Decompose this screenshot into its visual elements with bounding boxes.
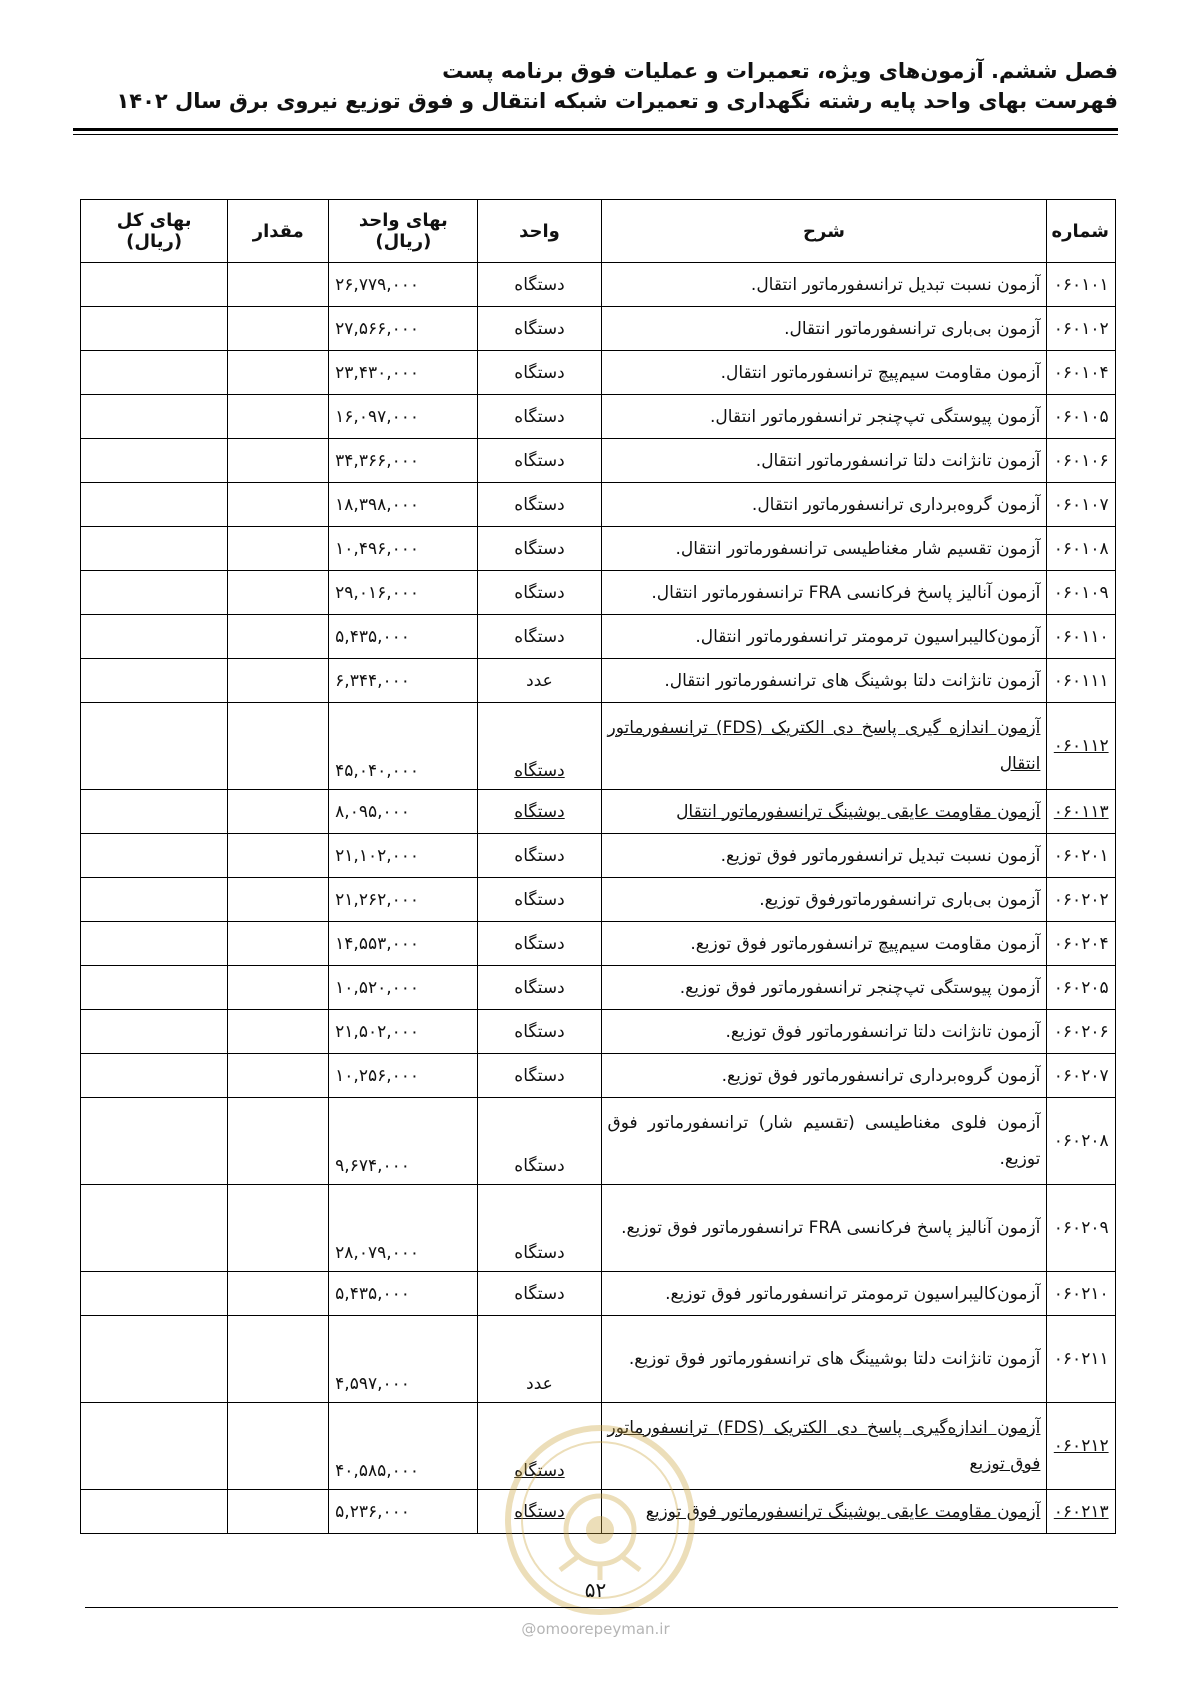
row-code: ۰۶۰۲۰۵: [1047, 966, 1116, 1010]
row-unit: دستگاه: [478, 395, 601, 439]
row-description: آزمون بی‌باری ترانسفورماتور انتقال.: [601, 307, 1047, 351]
row-unit: دستگاه: [478, 966, 601, 1010]
row-unit-price: ۵,۴۳۵,۰۰۰: [329, 1272, 478, 1316]
row-unit-price: ۱۰,۴۹۶,۰۰۰: [329, 527, 478, 571]
row-unit-price: ۲۳,۴۳۰,۰۰۰: [329, 351, 478, 395]
row-description: آزمون تانژانت دلتا بوشیینگ های ترانسفورماتور فوق توزیع.: [601, 1316, 1047, 1403]
row-total-price: [81, 922, 228, 966]
table-row: [81, 483, 1116, 527]
row-description: آزمون گروه‌برداری ترانسفورماتور فوق توزیع.: [601, 1054, 1047, 1098]
row-description: آزمون آنالیز پاسخ فرکانسی FRA ترانسفورماتور فوق توزیع.: [601, 1185, 1047, 1272]
row-unit: عدد: [478, 659, 601, 703]
row-unit: دستگاه: [478, 351, 601, 395]
row-code: ۰۶۰۱۱۲: [1047, 703, 1116, 790]
row-quantity: [228, 1316, 329, 1403]
price-table: [80, 199, 1116, 1534]
row-total-price: [81, 703, 228, 790]
row-unit-price: ۲۷,۵۶۶,۰۰۰: [329, 307, 478, 351]
row-total-price: [81, 483, 228, 527]
row-total-price: [81, 351, 228, 395]
row-description: آزمون پیوستگی تپ‌چنجر ترانسفورماتور فوق توزیع.: [601, 966, 1047, 1010]
row-unit: دستگاه: [478, 483, 601, 527]
row-quantity: [228, 1054, 329, 1098]
row-total-price: [81, 1098, 228, 1185]
page-number: ۵۲: [584, 1578, 607, 1602]
table-row: [81, 307, 1116, 351]
row-unit-price: ۲۶,۷۷۹,۰۰۰: [329, 263, 478, 307]
header-unit-price: بهای واحد (ریال): [329, 200, 478, 263]
row-unit: دستگاه: [478, 527, 601, 571]
row-quantity: [228, 966, 329, 1010]
row-unit: دستگاه: [478, 834, 601, 878]
row-quantity: [228, 483, 329, 527]
row-unit-price: ۱۰,۲۵۶,۰۰۰: [329, 1054, 478, 1098]
row-quantity: [228, 703, 329, 790]
row-unit: دستگاه: [478, 307, 601, 351]
row-unit-price: ۲۸,۰۷۹,۰۰۰: [329, 1185, 478, 1272]
row-description: آزمون تانژانت دلتا بوشینگ های ترانسفورماتور انتقال.: [601, 659, 1047, 703]
chapter-title: فصل ششم. آزمون‌های ویژه، تعمیرات و عملیات فوق برنامه پست: [442, 59, 1118, 83]
row-total-price: [81, 1272, 228, 1316]
row-description: آزمون تقسیم شار مغناطیسی ترانسفورماتور انتقال.: [601, 527, 1047, 571]
row-code: ۰۶۰۲۰۶: [1047, 1010, 1116, 1054]
row-unit-price: ۳۴,۳۶۶,۰۰۰: [329, 439, 478, 483]
row-total-price: [81, 1490, 228, 1534]
row-code: ۰۶۰۱۱۱: [1047, 659, 1116, 703]
row-quantity: [228, 527, 329, 571]
table-row: [81, 1010, 1116, 1054]
header-divider-thin: [73, 134, 1118, 135]
table-row: [81, 703, 1116, 790]
row-total-price: [81, 307, 228, 351]
row-unit: دستگاه: [478, 1403, 601, 1490]
row-quantity: [228, 878, 329, 922]
row-code: ۰۶۰۲۰۴: [1047, 922, 1116, 966]
row-quantity: [228, 307, 329, 351]
row-description: آزمون مقاومت سیم‌پیچ ترانسفورماتور فوق توزیع.: [601, 922, 1047, 966]
row-unit-price: ۸,۰۹۵,۰۰۰: [329, 790, 478, 834]
header-code: شماره: [1047, 200, 1116, 263]
row-unit-price: ۵,۴۳۵,۰۰۰: [329, 615, 478, 659]
table-row: [81, 439, 1116, 483]
page-header: [73, 56, 1118, 116]
row-unit: دستگاه: [478, 439, 601, 483]
row-code: ۰۶۰۱۰۴: [1047, 351, 1116, 395]
row-unit-price: ۱۶,۰۹۷,۰۰۰: [329, 395, 478, 439]
row-unit: دستگاه: [478, 263, 601, 307]
row-total-price: [81, 1403, 228, 1490]
row-code: ۰۶۰۲۱۲: [1047, 1403, 1116, 1490]
row-description: آزمون اندازه‌گیری پاسخ دی الکتریک (FDS) ترانسفورماتور فوق توزیع: [601, 1403, 1047, 1490]
table-row: [81, 1098, 1116, 1185]
row-unit: دستگاه: [478, 1490, 601, 1534]
table-header-row: [81, 200, 1116, 263]
table-row: [81, 659, 1116, 703]
row-quantity: [228, 1098, 329, 1185]
row-quantity: [228, 1403, 329, 1490]
row-unit: دستگاه: [478, 615, 601, 659]
row-unit-price: ۴۰,۵۸۵,۰۰۰: [329, 1403, 478, 1490]
row-description: آزمون مقاومت عایقی بوشینگ ترانسفورماتور انتقال: [601, 790, 1047, 834]
row-unit-price: ۵,۲۳۶,۰۰۰: [329, 1490, 478, 1534]
row-quantity: [228, 439, 329, 483]
table-row: [81, 966, 1116, 1010]
row-unit: دستگاه: [478, 922, 601, 966]
row-code: ۰۶۰۲۱۱: [1047, 1316, 1116, 1403]
row-description: آزمون تانژانت دلتا ترانسفورماتور فوق توزیع.: [601, 1010, 1047, 1054]
row-quantity: [228, 922, 329, 966]
row-total-price: [81, 790, 228, 834]
row-unit-price: ۴,۵۹۷,۰۰۰: [329, 1316, 478, 1403]
row-unit-price: ۶,۳۴۴,۰۰۰: [329, 659, 478, 703]
row-quantity: [228, 1185, 329, 1272]
row-code: ۰۶۰۲۰۲: [1047, 878, 1116, 922]
row-total-price: [81, 439, 228, 483]
row-description: آزمون اندازه گیری پاسخ دی الکتریک (FDS) ترانسفورماتور انتقال: [601, 703, 1047, 790]
row-quantity: [228, 1010, 329, 1054]
row-unit: دستگاه: [478, 703, 601, 790]
row-code: ۰۶۰۱۱۰: [1047, 615, 1116, 659]
row-unit-price: ۱۰,۵۲۰,۰۰۰: [329, 966, 478, 1010]
row-unit-price: ۲۱,۵۰۲,۰۰۰: [329, 1010, 478, 1054]
row-description: آزمون مقاومت سیم‌پیچ ترانسفورماتور انتقال.: [601, 351, 1047, 395]
row-total-price: [81, 834, 228, 878]
table-row: [81, 527, 1116, 571]
header-quantity: مقدار: [228, 200, 329, 263]
row-quantity: [228, 1490, 329, 1534]
table-row: [81, 1272, 1116, 1316]
row-code: ۰۶۰۲۱۳: [1047, 1490, 1116, 1534]
row-quantity: [228, 615, 329, 659]
watermark-handle: @omoorepeyman.ir: [521, 1620, 670, 1638]
row-quantity: [228, 571, 329, 615]
row-code: ۰۶۰۱۱۳: [1047, 790, 1116, 834]
table-row: [81, 1185, 1116, 1272]
row-unit: دستگاه: [478, 571, 601, 615]
row-unit: دستگاه: [478, 790, 601, 834]
row-code: ۰۶۰۱۰۹: [1047, 571, 1116, 615]
row-code: ۰۶۰۲۰۸: [1047, 1098, 1116, 1185]
row-unit-price: ۱۴,۵۵۳,۰۰۰: [329, 922, 478, 966]
row-description: آزمون گروه‌برداری ترانسفورماتور انتقال.: [601, 483, 1047, 527]
row-description: آزمون بی‌باری ترانسفورماتورفوق توزیع.: [601, 878, 1047, 922]
row-unit: دستگاه: [478, 1185, 601, 1272]
row-unit-price: ۲۹,۰۱۶,۰۰۰: [329, 571, 478, 615]
header-description: شرح: [601, 200, 1047, 263]
row-description: آزمون نسبت تبدیل ترانسفورماتور فوق توزیع.: [601, 834, 1047, 878]
row-code: ۰۶۰۱۰۶: [1047, 439, 1116, 483]
row-description: آزمون‌کالیبراسیون ترمومتر ترانسفورماتور انتقال.: [601, 615, 1047, 659]
table-row: [81, 263, 1116, 307]
header-divider: [73, 128, 1118, 131]
row-code: ۰۶۰۱۰۸: [1047, 527, 1116, 571]
table-row: [81, 834, 1116, 878]
row-quantity: [228, 351, 329, 395]
row-unit: دستگاه: [478, 1010, 601, 1054]
table-row: [81, 351, 1116, 395]
row-total-price: [81, 659, 228, 703]
footer-divider: [85, 1607, 1118, 1608]
row-quantity: [228, 659, 329, 703]
row-description: آزمون آنالیز پاسخ فرکانسی FRA ترانسفورماتور انتقال.: [601, 571, 1047, 615]
table-row: [81, 395, 1116, 439]
row-total-price: [81, 878, 228, 922]
row-total-price: [81, 571, 228, 615]
row-description: آزمون‌کالیبراسیون ترمومتر ترانسفورماتور فوق توزیع.: [601, 1272, 1047, 1316]
row-code: ۰۶۰۲۰۷: [1047, 1054, 1116, 1098]
row-code: ۰۶۰۱۰۵: [1047, 395, 1116, 439]
row-quantity: [228, 1272, 329, 1316]
row-unit-price: ۴۵,۰۴۰,۰۰۰: [329, 703, 478, 790]
row-description: آزمون فلوی مغناطیسی (تقسیم شار) ترانسفورماتور فوق توزیع.: [601, 1098, 1047, 1185]
table-row: [81, 1316, 1116, 1403]
row-quantity: [228, 834, 329, 878]
row-unit-price: ۹,۶۷۴,۰۰۰: [329, 1098, 478, 1185]
header-unit: واحد: [478, 200, 601, 263]
row-unit: دستگاه: [478, 1054, 601, 1098]
row-total-price: [81, 395, 228, 439]
header-total-price: بهای کل (ریال): [81, 200, 228, 263]
table-row: [81, 1054, 1116, 1098]
row-unit-price: ۲۱,۲۶۲,۰۰۰: [329, 878, 478, 922]
table-row: [81, 878, 1116, 922]
row-description: آزمون مقاومت عایقی بوشینگ ترانسفورماتور فوق توزیع: [601, 1490, 1047, 1534]
row-unit-price: ۱۸,۳۹۸,۰۰۰: [329, 483, 478, 527]
row-unit: عدد: [478, 1316, 601, 1403]
row-total-price: [81, 966, 228, 1010]
row-total-price: [81, 1185, 228, 1272]
row-total-price: [81, 1054, 228, 1098]
row-total-price: [81, 1316, 228, 1403]
row-unit: دستگاه: [478, 878, 601, 922]
row-code: ۰۶۰۲۱۰: [1047, 1272, 1116, 1316]
row-quantity: [228, 790, 329, 834]
table-row: [81, 615, 1116, 659]
row-description: آزمون تانژانت دلتا ترانسفورماتور انتقال.: [601, 439, 1047, 483]
row-total-price: [81, 615, 228, 659]
row-total-price: [81, 1010, 228, 1054]
table-row: [81, 922, 1116, 966]
row-code: ۰۶۰۱۰۷: [1047, 483, 1116, 527]
row-unit: دستگاه: [478, 1098, 601, 1185]
row-quantity: [228, 395, 329, 439]
row-quantity: [228, 263, 329, 307]
table-row: [81, 571, 1116, 615]
row-total-price: [81, 527, 228, 571]
row-unit-price: ۲۱,۱۰۲,۰۰۰: [329, 834, 478, 878]
row-unit: دستگاه: [478, 1272, 601, 1316]
table-row: [81, 790, 1116, 834]
row-description: آزمون پیوستگی تپ‌چنجر ترانسفورماتور انتقال.: [601, 395, 1047, 439]
document-title: فهرست بهای واحد پایه رشته نگهداری و تعمیرات شبکه انتقال و فوق توزیع نیروی برق سال ۱۴۰۲: [116, 89, 1118, 113]
row-total-price: [81, 263, 228, 307]
row-code: ۰۶۰۱۰۱: [1047, 263, 1116, 307]
row-description: آزمون نسبت تبدیل ترانسفورماتور انتقال.: [601, 263, 1047, 307]
row-code: ۰۶۰۲۰۱: [1047, 834, 1116, 878]
row-code: ۰۶۰۲۰۹: [1047, 1185, 1116, 1272]
row-code: ۰۶۰۱۰۲: [1047, 307, 1116, 351]
